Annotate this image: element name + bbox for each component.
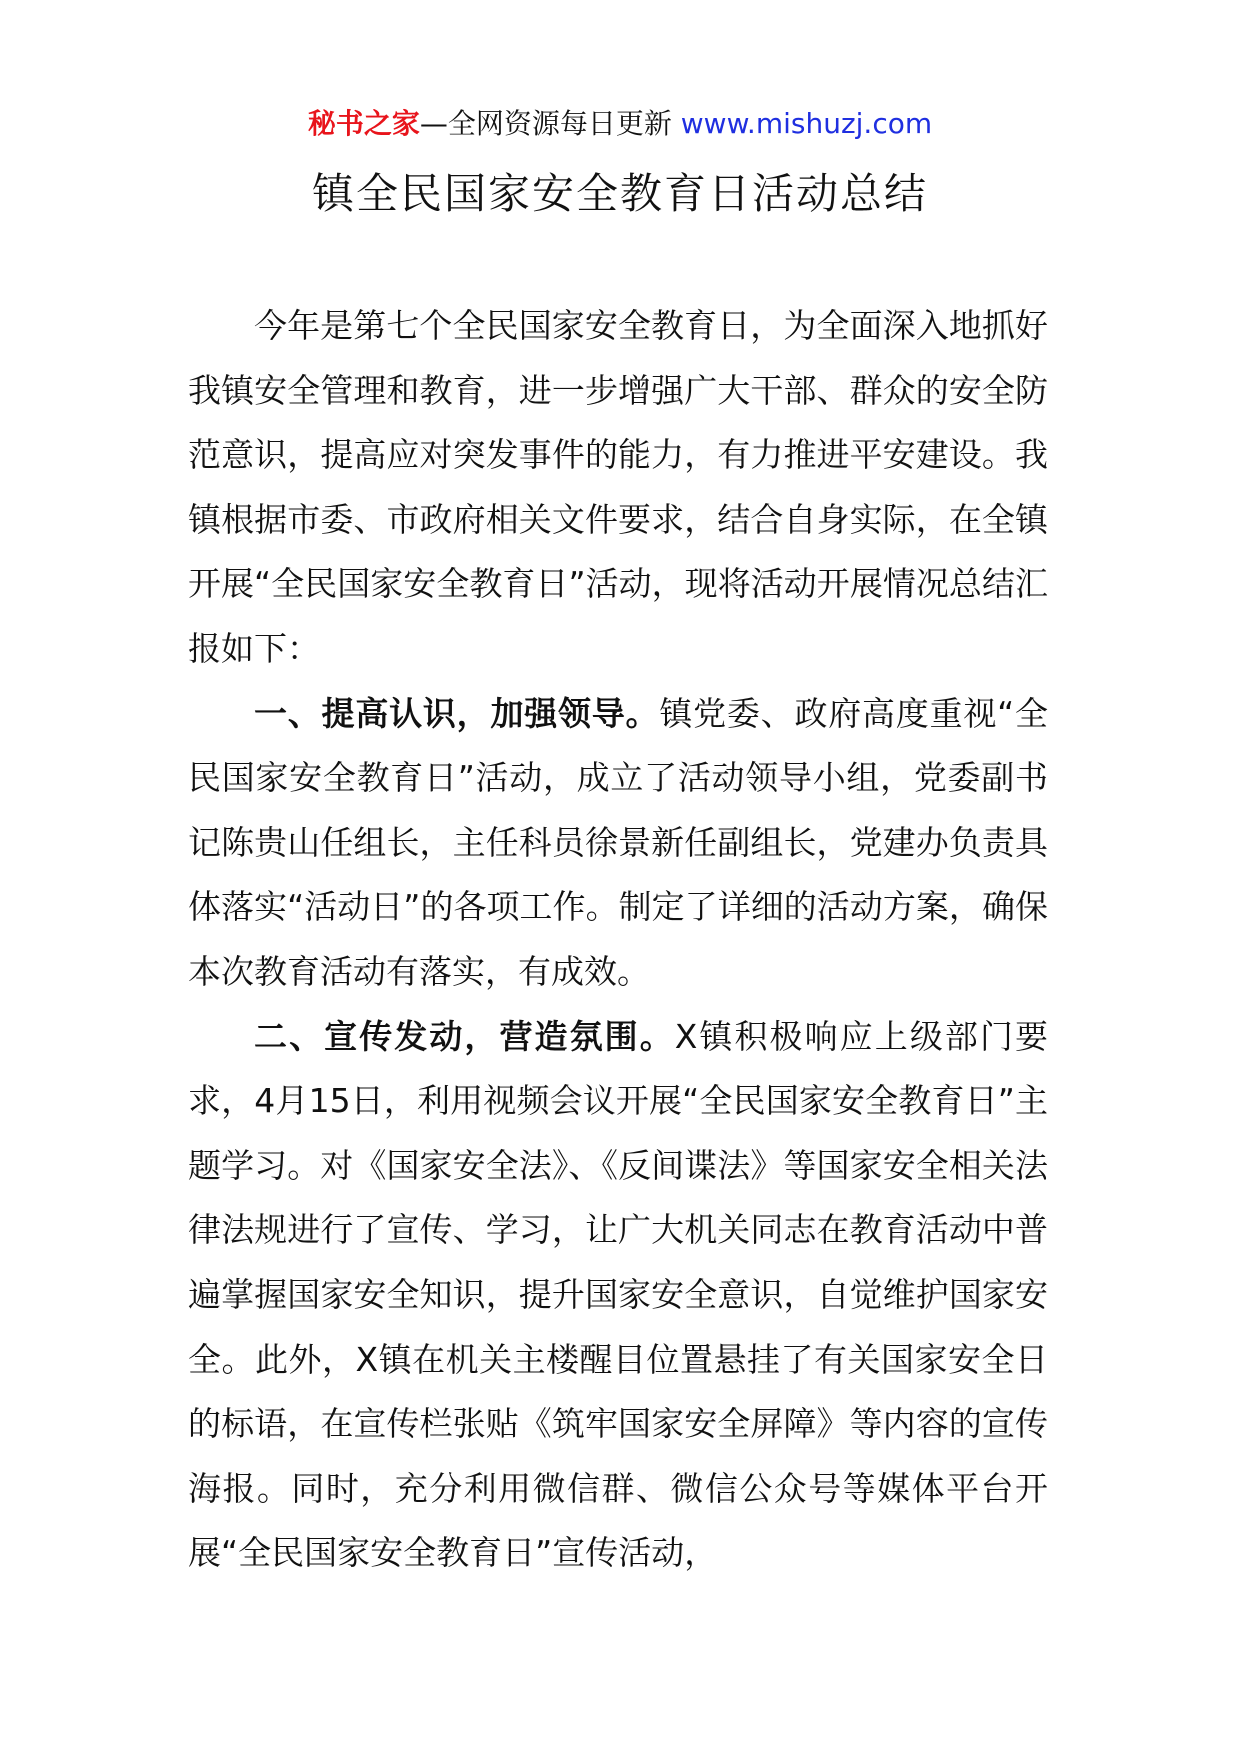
document-body — [188, 294, 1048, 1586]
paragraph-heading: 二、宣传发动，营造氛围。 — [254, 1016, 675, 1056]
section-paragraph-1 — [188, 682, 1048, 1005]
brand-name: 秘书之家 — [307, 107, 420, 140]
intro-paragraph — [188, 294, 1048, 682]
site-header — [0, 104, 1240, 144]
paragraph-text: 镇党委、政府高度重视“全民国家安全教育日”活动，成立了活动领导小组，党委副书记陈贵山任组长，主任科员徐景新任副组长，党建办负责具体落实“活动日”的各项工作。制定了详细的活动方案，确保本次教育活动有落实，有成效。 — [188, 693, 1048, 991]
site-url: www.mishuzj.com — [680, 107, 933, 140]
paragraph-heading: 一、提高认识，加强领导。 — [254, 693, 660, 733]
section-paragraph-2 — [188, 1005, 1048, 1586]
paragraph-text: 今年是第七个全民国家安全教育日，为全面深入地抓好我镇安全管理和教育，进一步增强广大干部、群众的安全防范意识，提高应对突发事件的能力，有力推进平安建设。我镇根据市委、市政府相关文件要求，结合自身实际，在全镇开展“全民国家安全教育日”活动，现将活动开展情况总结汇报如下： — [188, 306, 1048, 668]
document-title: 镇全民国家安全教育日活动总结 — [311, 169, 928, 218]
header-tagline: —全网资源每日更新 — [419, 107, 681, 140]
paragraph-text: X镇积极响应上级部门要求，4月15日，利用视频会议开展“全民国家安全教育日”主题学习。对《国家安全法》、《反间谍法》等国家安全相关法律法规进行了宣传、学习，让广大机关同志在教育活动中普遍掌握国家安全知识，提升国家安全意识，自觉维护国家安全。此外，X镇在机关主楼醒目位置悬挂了有关国家安全日的标语，在宣传栏张贴《筑牢国家安全屏障》等内容的宣传海报。同时，充分利用微信群、微信公众号等媒体平台开展“全民国家安全教育日”宣传活动， — [188, 1016, 1049, 1573]
